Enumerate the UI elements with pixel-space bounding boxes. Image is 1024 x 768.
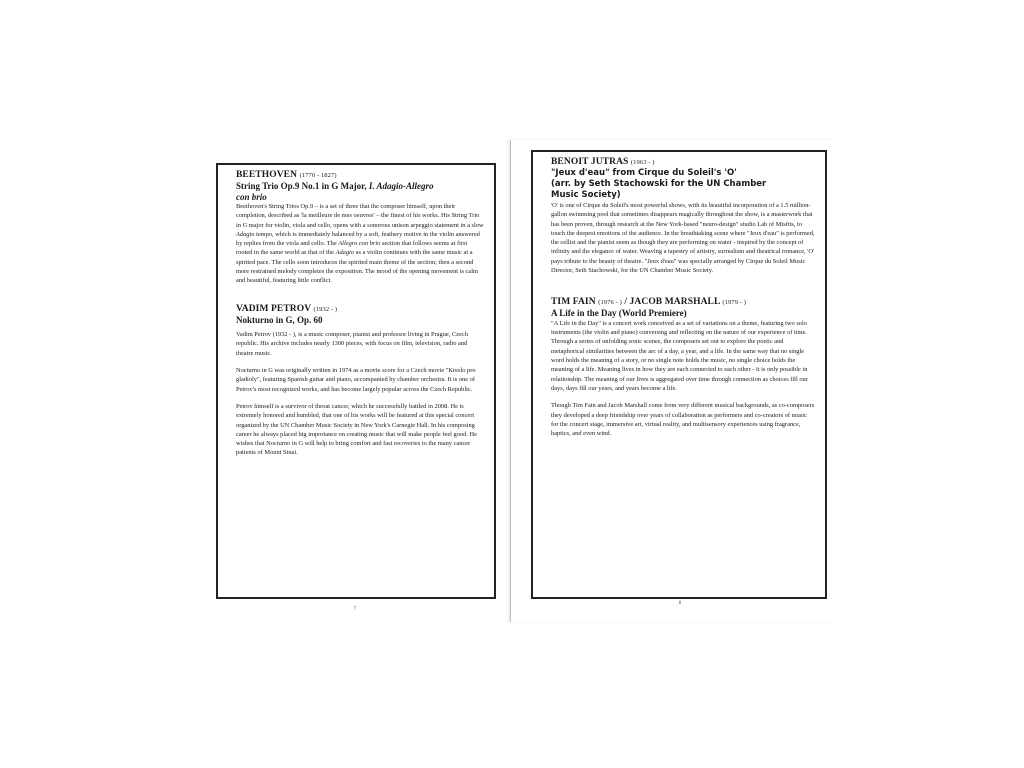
work-title-line: "Jeux d'eau" from Cirque du Soleil's 'O' [551, 168, 737, 178]
work-title-line: Music Society) [551, 190, 621, 200]
text-run: as a violin continues with the same music at a spirited pace. The cello soon introduces the spirited main theme of the section; then a second more restrained melody completes the exposition. The mood of the opening movement is calm and beautiful, featuring little conflict. [236, 249, 478, 285]
text-run: section that follows seems at first rooted in the same world as that of the [236, 240, 468, 257]
program-note-paragraph: Petrov himself is a survivor of throat cancer, which he successfully battled in 2008. He is extremely honored and humbled, that one of his works will be featured at this special concert organized by the UN Chamber Music Society in New York's Carnegie Hall. In his composing career he always placed big importance on creating music that will make people feel good. He wishes that Nocturno in G will help to bring comfort and fast recoveries to the many cancer patients of Mount Sinai. [236, 402, 477, 457]
jutras-section [551, 157, 815, 275]
left-page-frame [216, 163, 496, 599]
program-note-paragraph: "A Life in the Day" is a concert work conceived as a set of variations on a theme, featuring two solo instruments (the violin and piano) conversing and reflecting on the nature of our experience of time. Through a series of unfolding sonic scenes, the composers set out to explore the poetic and metaphorical similarities between the arc of a day, a year, and a life. In the same way that no single word holds the meaning of a story, or no single note holds the music, no single choice holds the meaning of a life. Meaning lives in how they are each connected to each other - it is only possible in relationship. The meaning of our lives is aggregated over time through connection as choices fill our days, days fill our years, and years become a life. [551, 319, 808, 392]
composer-years: (1770 - 1827) [299, 172, 337, 179]
left-page [212, 140, 498, 622]
fain-marshall-section [551, 297, 815, 438]
work-movement-title: I. Adagio-Allegro [368, 181, 434, 191]
work-title: Nokturno in G, Op. 60 [236, 314, 323, 325]
composer-label: BEETHOVEN [236, 170, 298, 180]
composer-name [236, 170, 484, 181]
right-page-frame [531, 150, 827, 599]
program-note-paragraph [236, 202, 484, 286]
program-note-paragraph: Nocturno in G was originally written in 1974 as a movie score for a Czech movie "Kreslo pro gladioly", featuring Spanish guitar and piano, accompanied by chamber orchestra. It is one of Petrov's most recognized works, and has become largely popular across the Czech Republic. [236, 367, 476, 393]
composer-years-2: (1979 - ) [722, 299, 747, 307]
work-title: A Life in the Day (World Premiere) [551, 308, 687, 319]
work-title [551, 168, 815, 201]
composer-years: (1963 - ) [630, 159, 655, 166]
page-number: 7 [353, 607, 357, 612]
right-page [510, 140, 833, 622]
composer-name [236, 304, 484, 315]
page-number: 8 [678, 601, 682, 606]
text-run-italic: Adagio [335, 249, 355, 257]
composer-name [551, 297, 815, 308]
program-note-paragraph: Vadim Petrov (1932 - ), is a music composer, pianist and professor living in Prague, Czech republic. His archive includes nearly 1300 pieces, with focus on film, television, radio and theatre music. [236, 331, 468, 357]
work-title-line: (arr. by Seth Stachowski for the UN Chamber [551, 179, 767, 189]
composer-separator: / [621, 297, 630, 308]
composer-label-2: JACOB MARSHALL [629, 297, 720, 308]
composer-name [551, 157, 815, 168]
work-title-part: String Trio Op.9 No.1 in G Major, [236, 181, 369, 191]
text-run-italic: Adagio [236, 230, 255, 238]
petrov-section [236, 304, 484, 458]
composer-years: (1932 - ) [313, 305, 338, 313]
composer-label: VADIM PETROV [236, 303, 312, 314]
work-movement-title-cont: con brio [236, 191, 267, 202]
program-note-paragraph: Though Tim Fain and Jacob Marshall come from very different musical backgrounds, as co-composers they developed a deep friendship over years of collaboration as performers and co-creators of music for the concert stage, immersive art, virtual reality, and multisensory experiences using fragrance, haptics, and even wind. [551, 402, 815, 438]
composer-label: TIM FAIN [551, 297, 596, 308]
work-title [236, 181, 484, 202]
text-run: tempo, which is immediately balanced by a soft, feathery motive in the violin answered by replies from the viola and cello. The [236, 230, 480, 248]
program-note-paragraph: 'O' is one of Cirque du Soleil's most powerful shows, with its beautiful incorporation of a 1.5 million-gallon swimming pool that sometimes disappears magically throughout the show, is a masterwork that has been proven, through research at the New York-based "neuro-design" studio Lab of Misfits, to touch the deepest emotions of the audience. In the breathtaking scene where "Jeux d'eau" is performed, the cellist and the pianist seem as though they are performing on water - inspired by the concept of infinity and the elegance of water. Weaving a tapestry of artistry, surrealism and theatrical romance, 'O' pays tribute to the beauty of theatre. "Jeux d'eau" was specially arranged by Cirque du Soleil Music Director, Seth Stachowski, for the UN Chamber Music Society. [551, 202, 815, 275]
composer-years: (1976 - ) [598, 299, 622, 307]
text-run-italic: Allegro con brio [338, 240, 381, 248]
composer-label: BENOIT JUTRAS [551, 157, 629, 167]
beethoven-section [236, 170, 484, 286]
text-run: Beethoven's String Trios Op.9 – is a set of three that the composer himself, upon their completion, described as 'la meilleure de mes oeuvres' – the finest of his works. His String Trio in G major for violin, viola and cello, opens with a sonorous unison arpeggio statement in a slow [236, 203, 484, 229]
